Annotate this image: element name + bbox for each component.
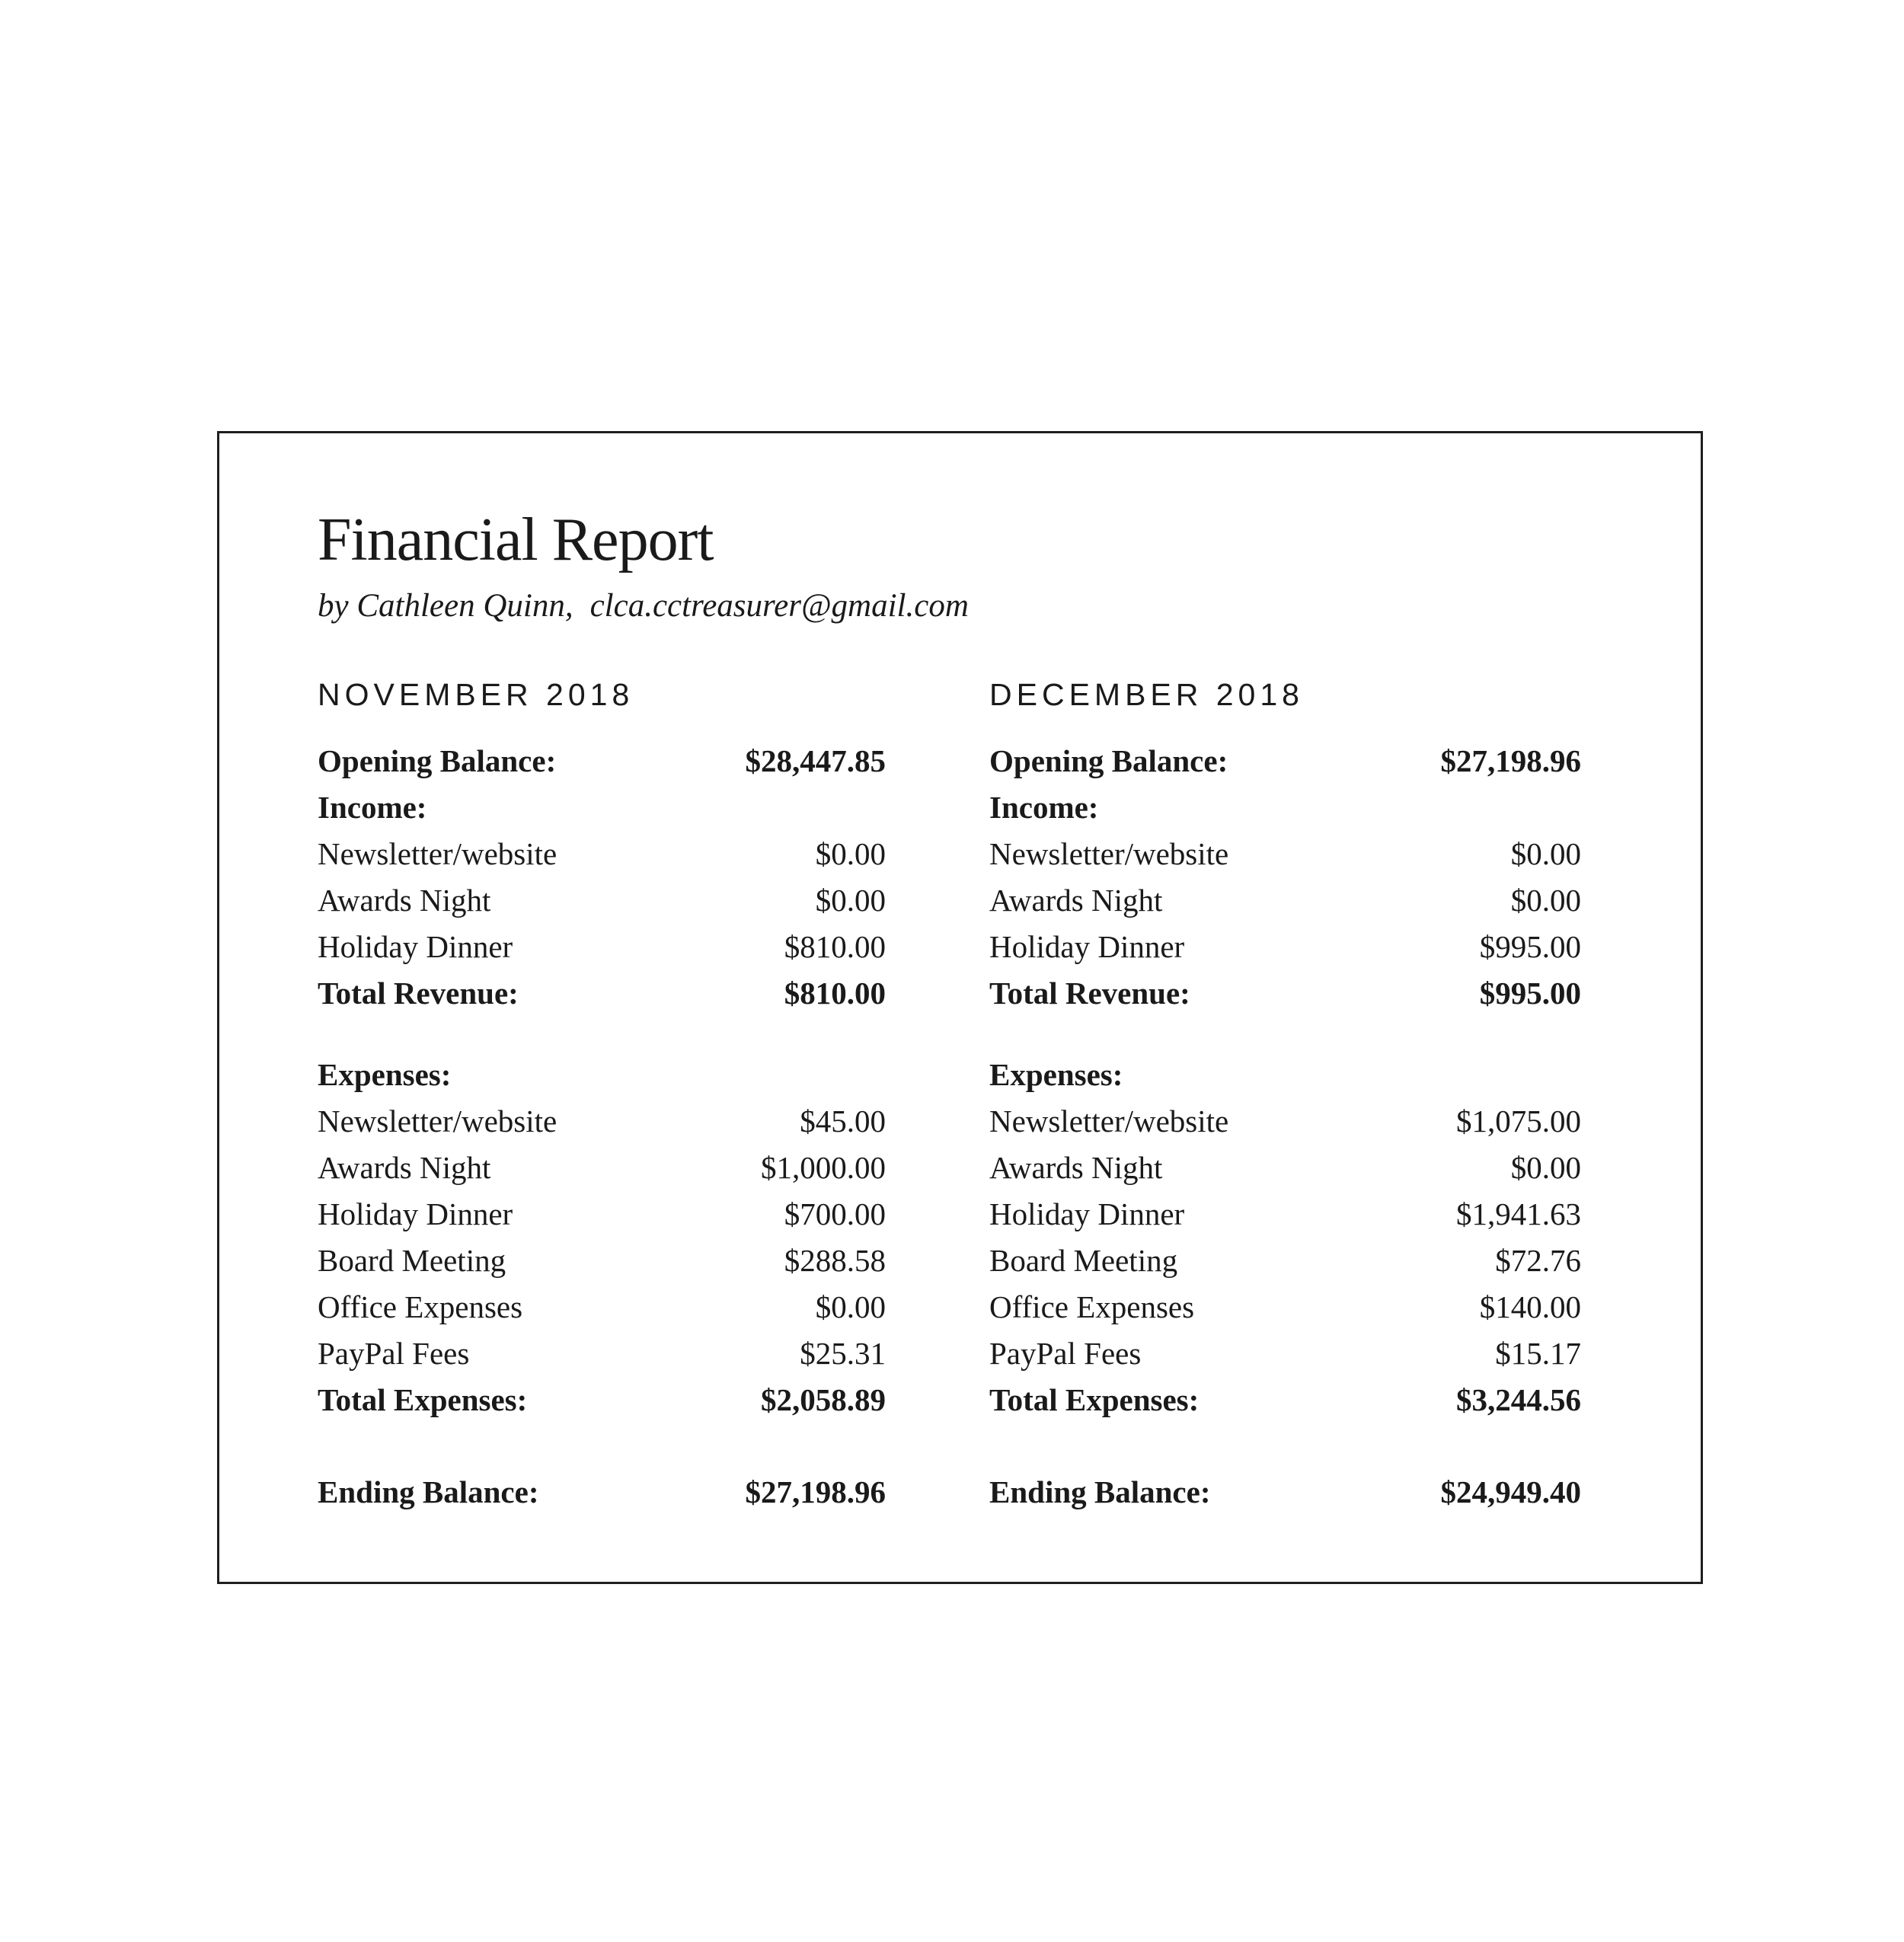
- byline-email: clca.cctreasurer@gmail.com: [589, 588, 969, 624]
- section-label: Expenses:: [318, 1057, 452, 1092]
- row-amount: $27,198.96: [745, 1474, 886, 1509]
- row-amount: $0.00: [815, 836, 886, 871]
- report-byline: [318, 589, 969, 622]
- row-amount: $25.31: [800, 1336, 886, 1371]
- ending-balance-row: [318, 1469, 886, 1516]
- expenses-heading-row: [318, 1052, 886, 1098]
- row-amount: $1,075.00: [1456, 1104, 1581, 1139]
- row-amount: $0.00: [1510, 1150, 1581, 1185]
- row-label: Holiday Dinner: [989, 1196, 1185, 1231]
- section-label: Expenses:: [989, 1057, 1123, 1092]
- row-label: Opening Balance:: [989, 743, 1228, 778]
- expense-row: [318, 1098, 886, 1145]
- row-label: Newsletter/website: [989, 836, 1229, 871]
- row-amount: $810.00: [784, 976, 886, 1011]
- row-amount: $288.58: [784, 1243, 886, 1278]
- ending-balance-row: [989, 1469, 1581, 1516]
- income-heading-row: [318, 784, 886, 831]
- total-revenue-row: [318, 970, 886, 1017]
- expense-row: [989, 1284, 1581, 1330]
- row-amount: $1,000.00: [761, 1150, 886, 1185]
- row-amount: $24,949.40: [1440, 1474, 1581, 1509]
- row-amount: $0.00: [1510, 836, 1581, 871]
- section-label: Income:: [318, 790, 427, 825]
- row-label: PayPal Fees: [318, 1336, 470, 1371]
- expense-row: [989, 1330, 1581, 1377]
- total-expenses-row: [989, 1377, 1581, 1423]
- row-label: Holiday Dinner: [989, 929, 1185, 964]
- row-label: Holiday Dinner: [318, 929, 513, 964]
- row-label: Awards Night: [989, 883, 1163, 918]
- row-amount: $0.00: [815, 1289, 886, 1324]
- expenses-heading-row: [989, 1052, 1581, 1098]
- row-amount: $0.00: [815, 883, 886, 918]
- month-heading: DECEMBER 2018: [989, 677, 1304, 712]
- row-amount: $15.17: [1495, 1336, 1581, 1371]
- row-amount: $27,198.96: [1440, 743, 1581, 778]
- income-row: [318, 831, 886, 877]
- row-label: Awards Night: [318, 883, 491, 918]
- income-heading-row: [989, 784, 1581, 831]
- report-title: Financial Report: [318, 506, 714, 573]
- row-label: Opening Balance:: [318, 743, 557, 778]
- row-label: PayPal Fees: [989, 1336, 1142, 1371]
- row-amount: $0.00: [1510, 883, 1581, 918]
- financial-report-box: [217, 431, 1703, 1584]
- row-label: Holiday Dinner: [318, 1196, 513, 1231]
- row-amount: $140.00: [1479, 1289, 1581, 1324]
- row-amount: $700.00: [784, 1196, 886, 1231]
- row-amount: $810.00: [784, 929, 886, 964]
- section-label: Income:: [989, 790, 1099, 825]
- row-label: Office Expenses: [318, 1289, 523, 1324]
- opening-balance-row: [318, 738, 886, 784]
- income-row: [318, 924, 886, 970]
- december-column: [989, 676, 1581, 1516]
- row-label: Awards Night: [318, 1150, 491, 1185]
- income-row: [989, 924, 1581, 970]
- income-row: [989, 831, 1581, 877]
- row-label: Newsletter/website: [989, 1104, 1229, 1139]
- expense-row: [989, 1098, 1581, 1145]
- expense-row: [318, 1145, 886, 1191]
- row-amount: $1,941.63: [1456, 1196, 1581, 1231]
- row-label: Board Meeting: [989, 1243, 1178, 1278]
- byline-author: by Cathleen Quinn,: [318, 588, 573, 624]
- expense-row: [989, 1191, 1581, 1238]
- row-label: Total Revenue:: [318, 976, 519, 1011]
- total-expenses-row: [318, 1377, 886, 1423]
- row-label: Awards Night: [989, 1150, 1163, 1185]
- expense-row: [318, 1330, 886, 1377]
- row-amount: $45.00: [800, 1104, 886, 1139]
- income-row: [989, 877, 1581, 924]
- income-row: [318, 877, 886, 924]
- row-amount: $2,058.89: [761, 1382, 886, 1417]
- november-column: [318, 676, 886, 1516]
- row-label: Total Expenses:: [318, 1382, 528, 1417]
- row-label: Office Expenses: [989, 1289, 1195, 1324]
- expense-row: [989, 1145, 1581, 1191]
- row-label: Board Meeting: [318, 1243, 506, 1278]
- row-label: Ending Balance:: [318, 1474, 539, 1509]
- expense-row: [318, 1284, 886, 1330]
- expense-row: [318, 1238, 886, 1284]
- row-label: Ending Balance:: [989, 1474, 1211, 1509]
- row-label: Total Revenue:: [989, 976, 1190, 1011]
- expense-row: [989, 1238, 1581, 1284]
- row-amount: $995.00: [1479, 976, 1581, 1011]
- total-revenue-row: [989, 970, 1581, 1017]
- opening-balance-row: [989, 738, 1581, 784]
- month-heading: NOVEMBER 2018: [318, 677, 634, 712]
- expense-row: [318, 1191, 886, 1238]
- row-amount: $28,447.85: [745, 743, 886, 778]
- row-amount: $995.00: [1479, 929, 1581, 964]
- row-amount: $3,244.56: [1456, 1382, 1581, 1417]
- row-label: Total Expenses:: [989, 1382, 1200, 1417]
- row-label: Newsletter/website: [318, 836, 557, 871]
- row-amount: $72.76: [1495, 1243, 1581, 1278]
- row-label: Newsletter/website: [318, 1104, 557, 1139]
